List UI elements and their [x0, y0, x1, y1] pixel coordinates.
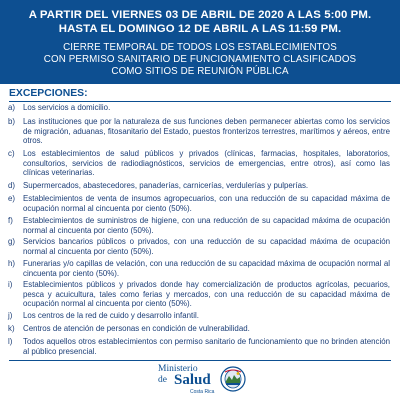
footer-divider	[9, 360, 391, 361]
list-item-text: Todos aquellos otros establecimientos con permiso sanitario de funcionamiento que no brinden atención al público presencial.	[23, 337, 390, 356]
list-item-text: Los servicios a domicilio.	[23, 103, 111, 112]
list-item-text: Establecimientos de suministros de higiene, con una reducción de su capacidad máxima de ocupación normal al cincuenta por ciento (50%).	[23, 216, 390, 235]
header-banner	[0, 0, 400, 84]
list-item-letter: l)	[8, 337, 13, 346]
costa-rica-coat-of-arms-icon	[220, 366, 246, 392]
list-item-text: Establecimientos públicos y privados donde hay comercialización de productos agrícolas, pecuarios, pesca y acuicultura, tales como ferias y mercados, con una reducción de su capacidad máxima de ocupación normal al cincuenta por ciento (50%).	[23, 280, 390, 308]
subtitle-line-2: CON PERMISO SANITARIO DE FUNCIONAMIENTO CLASIFICADOS	[43, 53, 357, 65]
list-item-letter: j)	[8, 311, 13, 320]
title-line-2: HASTA EL DOMINGO 12 DE ABRIL A LAS 11:59 PM.	[58, 23, 342, 35]
list-item-letter: c)	[8, 149, 15, 158]
list-item-letter: f)	[8, 216, 13, 225]
list-item-letter: d)	[8, 181, 16, 190]
subtitle-line-1: CIERRE TEMPORAL DE TODOS LOS ESTABLECIMIENTOS	[63, 42, 337, 53]
list-item-text: Establecimientos de venta de insumos agropecuarios, con una reducción de su capacidad máxima de ocupación normal al cincuenta por ciento (50%).	[23, 194, 390, 213]
ministerio-salud-logo	[156, 364, 246, 398]
title-line-1: A PARTIR DEL VIERNES 03 DE ABRIL DE 2020 A LAS 5:00 PM.	[28, 9, 372, 21]
list-item-letter: h)	[8, 259, 16, 268]
list-item-text: Los centros de la red de cuido y desarrollo infantil.	[23, 311, 199, 320]
logo-line-1: Ministerio	[158, 364, 198, 374]
list-item-text: Los establecimientos de salud públicos y privados (clínicas, farmacias, hospitales, laboratorios, consultorios, servicios de radiodiagnósticos, servicios de emergencias, entre otros), así como las clínicas veterinarias.	[23, 149, 390, 177]
list-item-letter: i)	[8, 280, 13, 289]
list-item-text: Servicios bancarios públicos o privados, con una reducción de su capacidad máxima de ocupación normal al cincuenta por ciento (50%).	[23, 237, 390, 256]
subtitle	[0, 42, 400, 77]
list-item-letter: k)	[8, 324, 15, 333]
list-item-text: Las instituciones que por la naturaleza de sus funciones deben permanecer abiertas como los servicios de migración, aduanas, fitosanitario del Estado, puestos fronterizos terrestres, marítimos y aéreos, entre otros.	[23, 117, 390, 145]
exceptions-title: EXCEPCIONES:	[9, 88, 88, 99]
list-item-text: Funerarias y/o capillas de velación, con una reducción de su capacidad máxima de ocupación normal al cincuenta por ciento (50%).	[23, 259, 390, 278]
title-divider	[9, 101, 391, 102]
list-item-text: Centros de atención de personas en condición de vulnerabilidad.	[23, 324, 250, 333]
logo-line-2: de	[158, 375, 167, 385]
list-item-letter: a)	[8, 103, 16, 112]
logo-line-3: Salud	[174, 372, 211, 388]
list-item-letter: b)	[8, 117, 16, 126]
list-item-letter: e)	[8, 194, 16, 203]
subtitle-line-3: COMO SITIOS DE REUNIÓN PÚBLICA	[111, 65, 289, 77]
list-item-text: Supermercados, abastecedores, panaderías, carnicerías, verdulerías y pulperías.	[23, 181, 309, 190]
list-item-letter: g)	[8, 237, 16, 246]
logo-line-4: Costa Rica	[190, 389, 215, 395]
